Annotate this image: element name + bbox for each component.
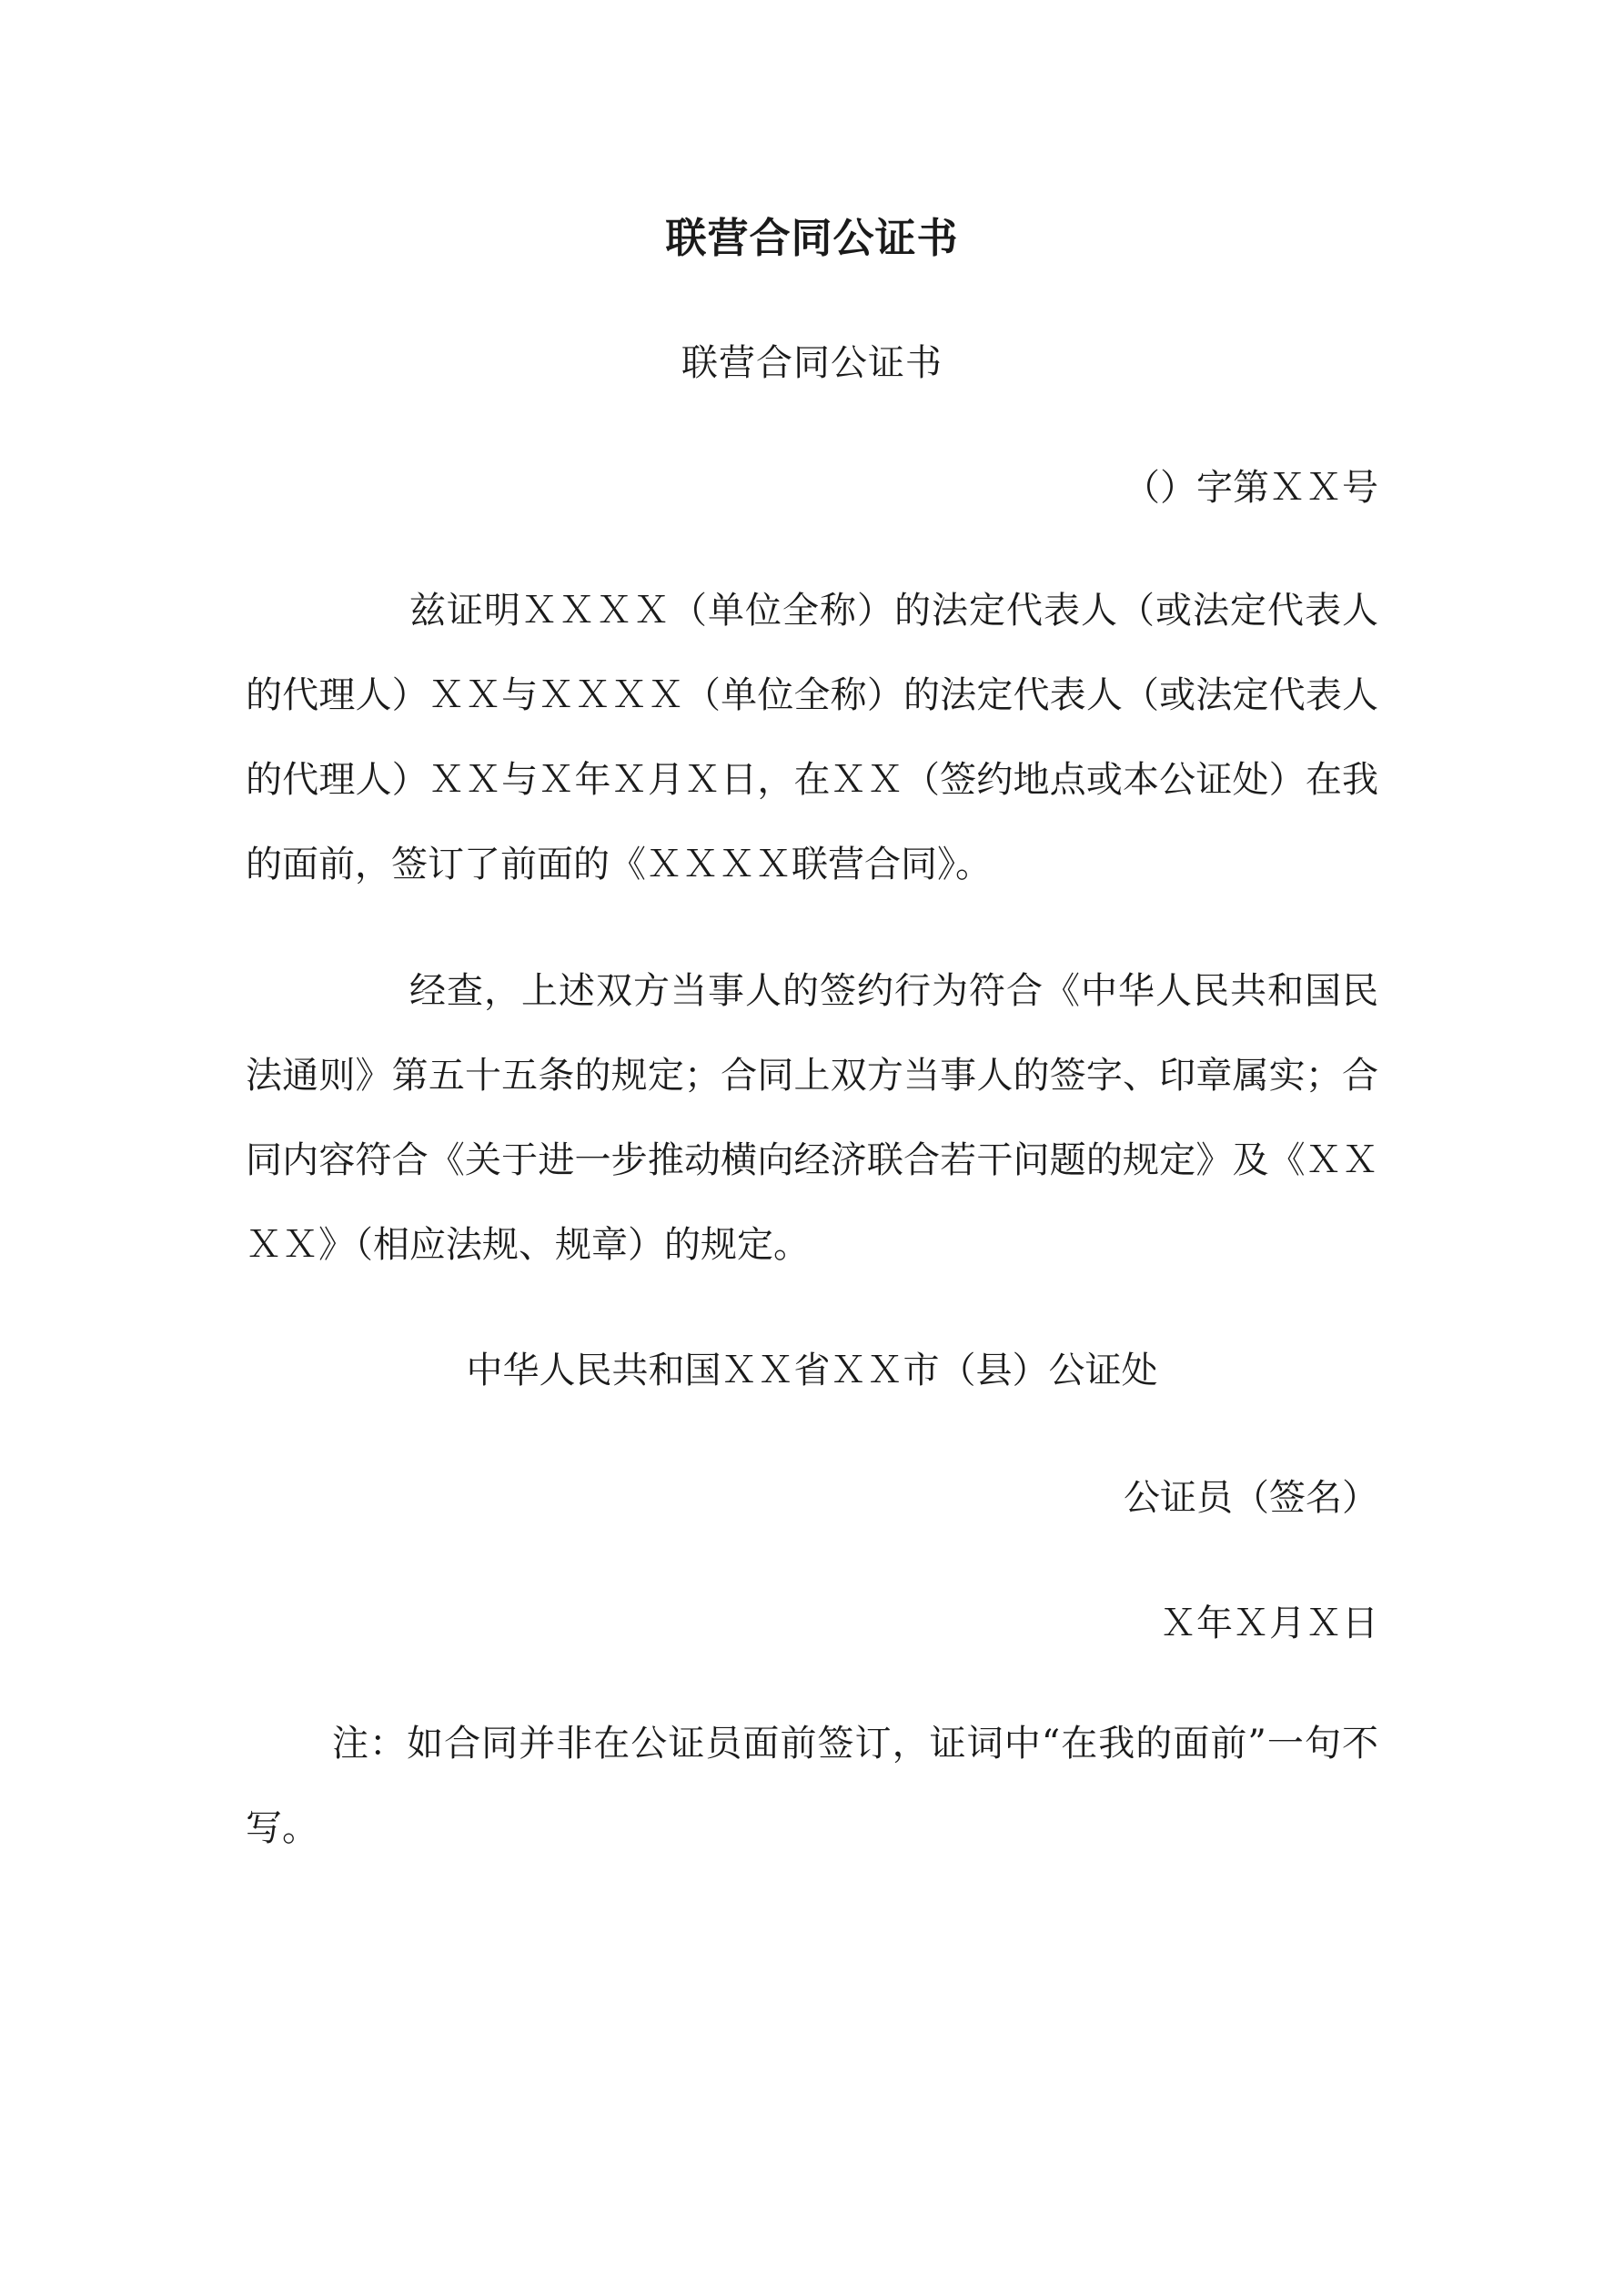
verification-paragraph: 经查，上述双方当事人的签约行为符合《中华人民共和国民法通则》第五十五条的规定；合同上双方当事人的签字、印章属实；合同内容符合《关于进一步推动横向经济联合若干问题的规定》及《ＸＸＸＸ》（相应法规、规章）的规定。: [246, 970, 1378, 1266]
certification-paragraph: 兹证明ＸＸＸＸ（单位全称）的法定代表人（或法定代表人的代理人）ＸＸ与ＸＸＸＸ（单位全称）的法定代表人（或法定代表人的代理人）ＸＸ与Ｘ年Ｘ月Ｘ日，在ＸＸ（签约地点或本公证处）在我的面前，签订了前面的《ＸＸＸＸ联营合同》。: [246, 590, 1378, 885]
notary-signature-line: 公证员（签名）: [1124, 1477, 1378, 1519]
footnote: 注：如合同并非在公证员面前签订，证词中“在我的面前”一句不写。: [246, 1723, 1378, 1849]
document-subtitle: 联营合同公证书: [681, 342, 943, 384]
document-number: （）字第ＸＸ号: [1124, 467, 1378, 509]
document-date: Ｘ年Ｘ月Ｘ日: [1160, 1603, 1378, 1644]
document-title: 联营合同公证书: [665, 214, 959, 262]
notary-office: 中华人民共和国ＸＸ省ＸＸ市（县）公证处: [466, 1350, 1158, 1391]
